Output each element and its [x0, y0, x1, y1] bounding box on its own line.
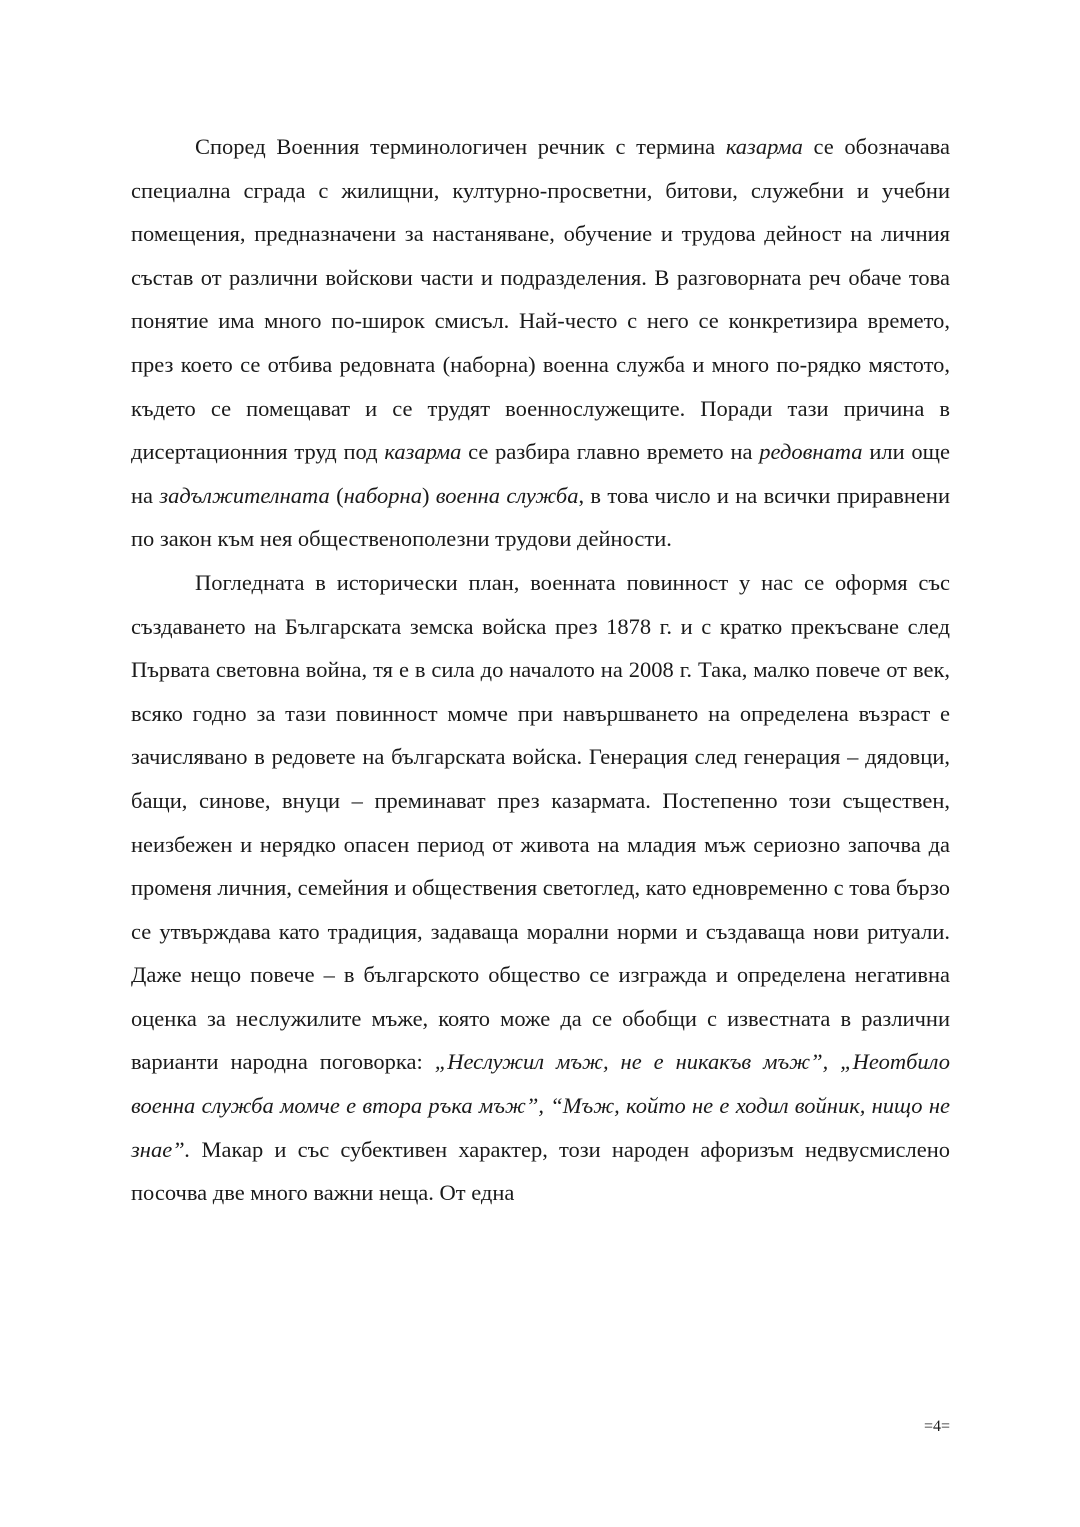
italic-term-kazarma: казарма [725, 134, 803, 159]
text-segment: Макар и със субективен характер, този народен афоризъм недвусмислено посочва две много важни неща. От една [131, 1136, 950, 1206]
text-segment: или още на [131, 439, 950, 508]
text-segment: се разбира главно времето на [461, 439, 760, 465]
page-number: =4= [923, 1418, 950, 1435]
italic-term-zadalzhitelnata: задължителната [159, 482, 330, 508]
paragraph-2 [131, 561, 950, 1215]
italic-term-voenna-sluzhba: военна служба [435, 482, 579, 508]
text-segment: Погледната в исторически план, военната повинност у нас се оформя със създаването на Българската земска войска през 1878 г. и с кратко прекъсване след Първата световна война, тя е в сила до началото на 2008 г. Така, малко повече от век, всяко годно за тази повинност момче при навършването на определена възраст е зачислявано в редовете на българската войска. Генерация след генерация – дядовци, бащи, синове, внуци – преминават през казармата. Постепенно този съществен, неизбежен и нерядко опасен период от живота на младия мъж сериозно започва да променя личния, семейния и обществения светоглед, като едновременно с това бързо се утвърждава като традиция, задаваща морални норми и създаваща нови ритуали. Даже нещо повече – в българското общество се изгражда и определена негативна оценка за неслужилите мъже, която може да се обобщи с известната в различни варианти народна поговорка: [131, 569, 950, 1075]
paragraph-1 [131, 125, 950, 561]
italic-term-kazarma: казарма [384, 439, 462, 465]
italic-term-naborna: наборна [343, 482, 422, 508]
text-segment: се обозначава специална сграда с жилищни, културно-просветни, битови, служебни и учебни помещения, предназначени за настаняване, обучение и трудова дейност на личния състав от различни войскови части и подразделения. В разговорната реч обаче това понятие има много по-широк смисъл. Най-често с него се конкретизира времето, през което се отбива редовната (наборна) военна служба и много по-рядко мястото, където се помещават и се трудят военнослужещите. Поради тази причина в дисертационния труд под [131, 134, 950, 465]
text-segment: Според Военния терминологичен речник с термина [195, 134, 726, 159]
body-text [131, 125, 950, 1215]
text-segment: , в това число и на всички приравнени по закон към нея общественополезни трудови дейности. [131, 482, 951, 552]
text-segment: ( [329, 482, 344, 508]
text-segment: ) [421, 482, 436, 508]
italic-term-redovnata: редовната [759, 439, 863, 465]
italic-proverb-quote: „Неслужил мъж, не е никакъв мъж”, „Неотбило военна служба момче е втора ръка мъж”, “Мъж, който не е ходил войник, нищо не знае”. [131, 1049, 950, 1162]
